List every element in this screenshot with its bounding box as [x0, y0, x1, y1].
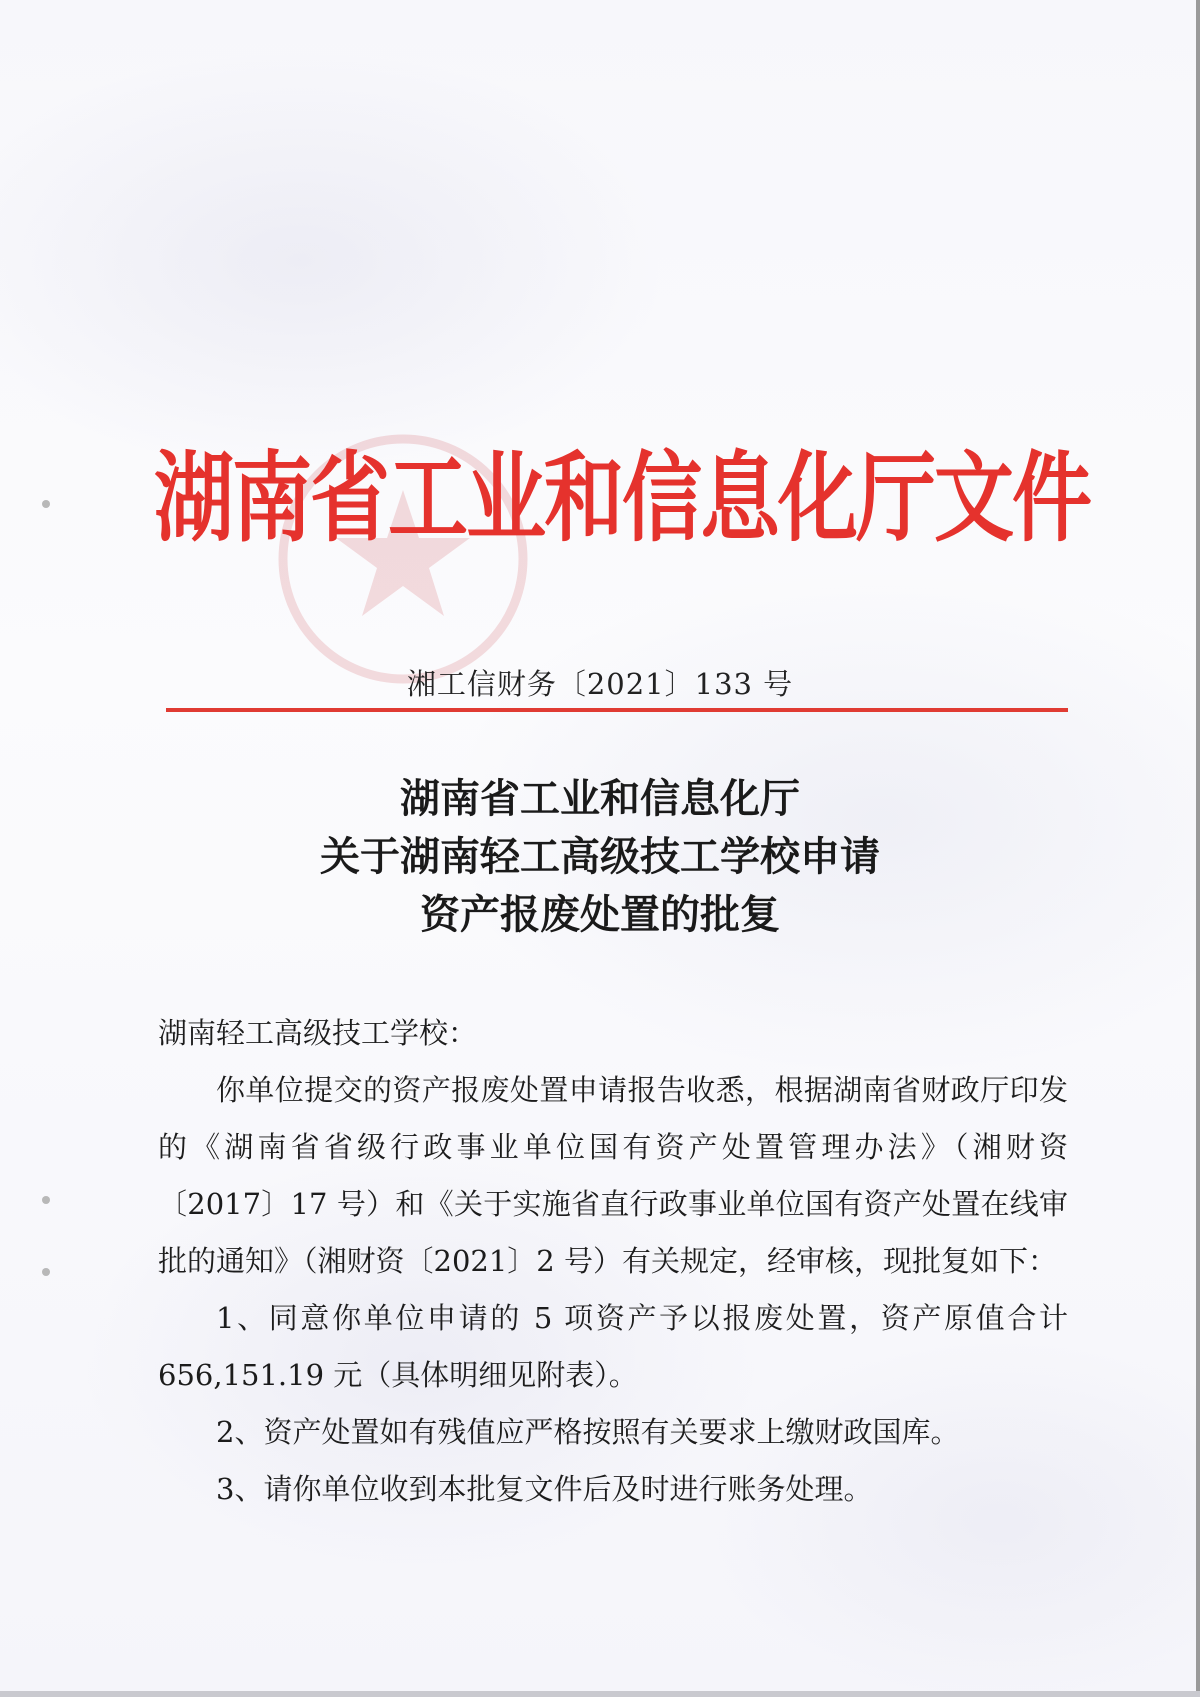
binding-hole-mark: [42, 1268, 50, 1276]
binding-hole-mark: [42, 500, 50, 508]
approval-item-2: 2、资产处置如有残值应严格按照有关要求上缴财政国库。: [216, 1415, 960, 1449]
addressee: 湖南轻工高级技工学校：: [158, 1016, 478, 1050]
scan-edge: [0, 1691, 1200, 1697]
document-title-line: 湖南省工业和信息化厅: [400, 775, 800, 822]
document-body: [158, 1005, 1068, 1518]
red-divider-line: [166, 708, 1068, 712]
document-title-line: 关于湖南轻工高级技工学校申请: [320, 833, 880, 880]
body-paragraph: 你单位提交的资产报废处置申请报告收悉，根据湖南省财政厅印发的《湖南省省级行政事业单位国有资产处置管理办法》（湘财资〔2017〕17 号）和《关于实施省直行政事业单位国有资产处置在线审批的通知》（湘财资〔2021〕2 号）有关规定，经审核，现批复如下：: [158, 1073, 1068, 1278]
approval-item-3: 3、请你单位收到本批复文件后及时进行账务处理。: [216, 1472, 873, 1506]
scan-edge: [1196, 0, 1200, 1697]
document-title: [0, 770, 1200, 944]
issuing-authority-header: 湖南省工业和信息化厅文件: [154, 440, 1090, 556]
document-number: 湘工信财务〔2021〕133 号: [406, 667, 794, 701]
binding-hole-mark: [42, 1196, 50, 1204]
document-title-line: 资产报废处置的批复: [420, 891, 780, 938]
approval-item-1: 1、同意你单位申请的 5 项资产予以报废处置，资产原值合计 656,151.19 元（具体明细见附表）。: [158, 1301, 1068, 1392]
